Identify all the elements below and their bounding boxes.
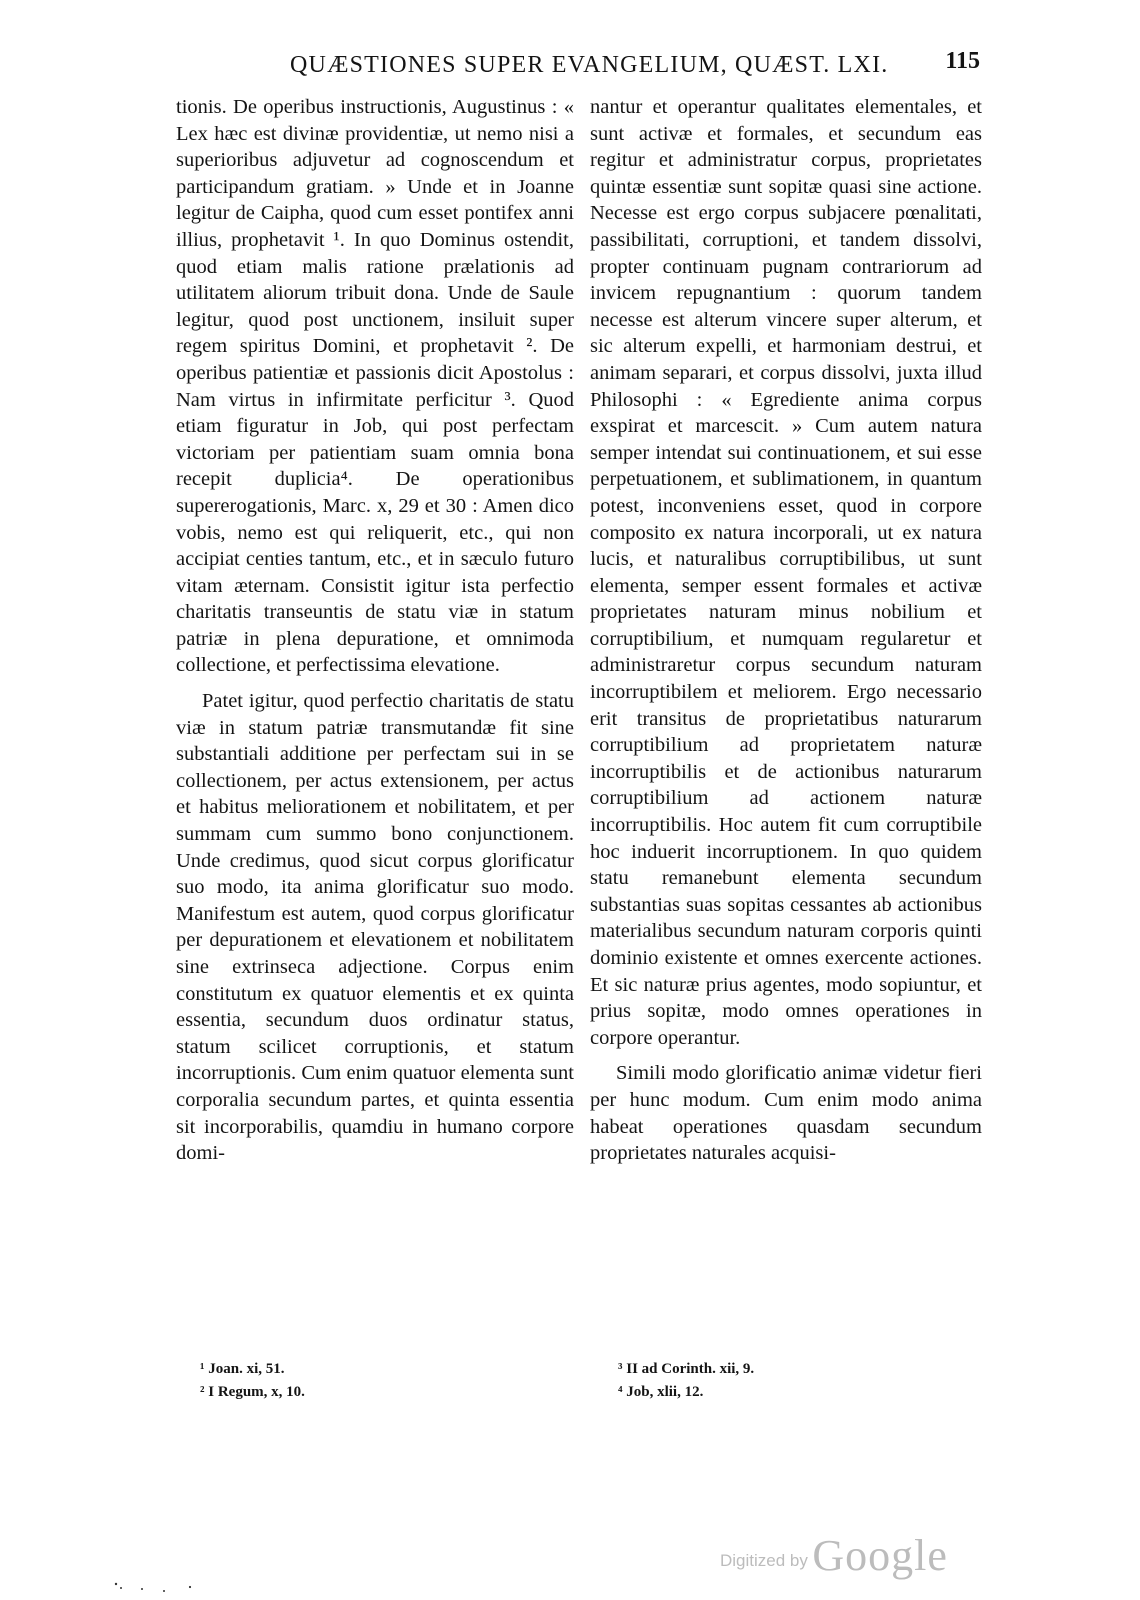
right-column — [590, 94, 982, 1167]
paragraph: Patet igitur, quod perfectio charitatis de statu viæ in statum patriæ transmutandæ fit sine substantiali additione per perfectam sui in se collectionem, per actus extensionem, per actus et habitus meliorationem et nobilitatem, et per summam cum summo bono conjunctionem. Unde credimus, quod sicut corpus glorificatur suo modo, ita anima glorificatur suo modo. Manifestum est autem, quod corpus glorificatur per depurationem et elevationem et nobilitatem sine extrinseca adjectione. Corpus enim constitutum ex quatuor elementis et ex quinta essentia, secundum duos ordinatur status, statum scilicet corruptionis, et statum incorruptionis. Cum enim quatuor elementa sunt corporalia secundum partes, et quinta essentia sit incorporabilis, quamdiu in humano corpore domi- — [176, 690, 574, 1165]
footnote: ³ II ad Corinth. xii, 9. — [618, 1361, 755, 1377]
footnote: ⁴ Job, xlii, 12. — [618, 1384, 704, 1400]
page-number: 115 — [945, 48, 980, 74]
running-header — [170, 46, 980, 86]
scan-specks — [112, 1580, 202, 1596]
running-title: QUÆSTIONES SUPER EVANGELIUM, QUÆST. LXI. — [290, 52, 889, 78]
paragraph: tionis. De operibus instructionis, Augustinus : « Lex hæc est divinæ providentiæ, ut nemo nisi a superioribus adjuvetur ad cognoscendum et participandum gratiam. » Unde et in Joanne legitur de Caipha, quod cum esset pontifex anni illius, prophetavit ¹. In quo Dominus ostendit, quod etiam malis ratione prælationis ad utilitatem aliorum tribuit dona. Unde de Saule legitur, quod post unctionem, insiluit super regem spiritus Domini, et prophetavit ². De operibus patientiæ et passionis dicit Apostolus : Nam virtus in infirmitate perficitur ³. Quod etiam figuratur in Job, qui post perfectam victoriam per patientiam suam omnia bona recepit duplicia⁴. De operationibus supererogationis, Marc. x, 29 et 30 : Amen dico vobis, nemo est qui reliquerit, etc., qui non accipiat centies tantum, etc., et in sæculo futuro vitam æternam. Consistit igitur ista perfectio charitatis transeuntis de statu viæ in statum patriæ in plena depuratione, et omnimoda collectione, et perfectissima elevatione. — [176, 96, 574, 677]
footnotes-right — [618, 1358, 754, 1404]
paragraph: nantur et operantur qualitates elementales, et sunt activæ et formales, et secundum eas regitur et administratur corpus, proprietates quintæ essentiæ sunt sopitæ quasi sine actione. Necesse est ergo corpus subjacere pœnalitati, passibilitati, corruptioni, et tandem dissolvi, propter continuam pugnam contrariorum ad invicem repugnantium : quorum tandem necesse est alterum vincere super alterum, et sic alterum expelli, et harmoniam destrui, et animam separari, et corpus dissolvi, juxta illud Philosophi : « Egrediente anima corpus exspirat et marcescit. » Cum autem natura semper intendat sui continuationem, et sui esse perpetuationem, et sublimationem, in quantum potest, inconveniens esset, quod in corpore composito ex natura incorporali, ut ex natura lucis, et naturalibus corruptibilibus, ut sunt elementa, semper essent formales et activæ proprietates naturam minus nobilium et corruptibilium, et numquam regularetur et administraretur corpus secundum naturam incorruptibilem et meliorem. Ergo necessario erit transitus de proprietatibus naturarum corruptibilium ad proprietatem naturæ incorruptibilis et de actionibus naturarum corruptibilium ad actionem naturæ incorruptibilis. Hoc autem fit cum corruptibile hoc induerit incorruptionem. In quo quidem statu remanebunt elementa secundum substantias suas sopitas cessantes ab actionibus materialibus secundum naturam corporis quinti dominio existente et omnes exercente actiones. Et sic naturæ prius agentes, modo sopiuntur, et prius sopitæ, modo omnes operationes in corpore operantur. — [590, 96, 982, 1049]
watermark-brand: Google — [812, 1531, 948, 1580]
left-column — [176, 94, 574, 1167]
paragraph: Simili modo glorificatio animæ videtur fieri per hunc modum. Cum enim modo anima habeat operationes quasdam secundum proprietates naturales acquisi- — [590, 1062, 982, 1165]
footnotes-left — [200, 1358, 305, 1404]
digitized-watermark — [720, 1530, 948, 1581]
footnote: ¹ Joan. xi, 51. — [200, 1361, 285, 1377]
footnote: ² I Regum, x, 10. — [200, 1384, 305, 1400]
watermark-prefix: Digitized by — [720, 1551, 808, 1570]
